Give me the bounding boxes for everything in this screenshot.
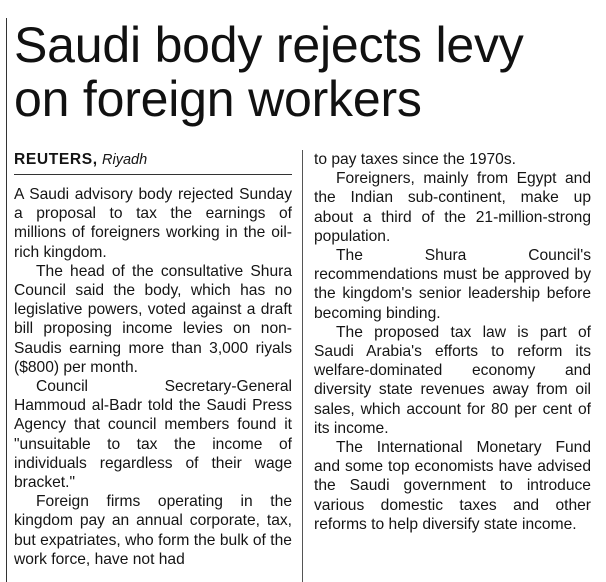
headline-line-1: Saudi body rejects levy — [14, 17, 524, 73]
paragraph: The proposed tax law is part of Saudi Arabia's efforts to reform its welfare-dominated economy and diversity state revenues away from oil sales, which account for 80 per cent of its income. — [314, 323, 591, 437]
right-column — [314, 150, 591, 534]
left-border-rule — [6, 18, 7, 582]
paragraph: The head of the consultative Shura Council said the body, which has no legislative powers, voted against a draft bill proposing income levies on non-Saudis earning more than 3,000 riyals ($800) per month. — [14, 262, 292, 376]
paragraph: The International Monetary Fund and some top economists have advised the Saudi government to introduce various domestic taxes and other reforms to help diversify state income. — [314, 439, 591, 533]
paragraph: Foreign firms operating in the kingdom pay an annual corporate, tax, but expatriates, who form the bulk of the work force, have not had — [14, 493, 292, 568]
headline-line-2: on foreign workers — [14, 71, 422, 127]
paragraph: A Saudi advisory body rejected Sunday a proposal to tax the earnings of millions of foreigners working in the oil-rich kingdom. — [14, 186, 292, 261]
paragraph: Foreigners, mainly from Egypt and the Indian sub-continent, make up about a third of the 21-million-strong population. — [314, 170, 591, 245]
paragraph: The Shura Council's recommendations must be approved by the kingdom's senior leadership before becoming binding. — [314, 247, 591, 322]
byline — [14, 150, 292, 175]
headline — [14, 18, 604, 126]
column-divider — [302, 150, 303, 582]
byline-agency: REUTERS, — [14, 151, 98, 168]
byline-dateline: Riyadh — [102, 152, 148, 168]
paragraph: Council Secretary-General Hammoud al-Badr told the Saudi Press Agency that council members found it "unsuitable to tax the income of individuals regardless of their wage bracket." — [14, 378, 292, 492]
left-column — [14, 150, 292, 569]
paragraph-continuation: to pay taxes since the 1970s. — [314, 151, 516, 168]
